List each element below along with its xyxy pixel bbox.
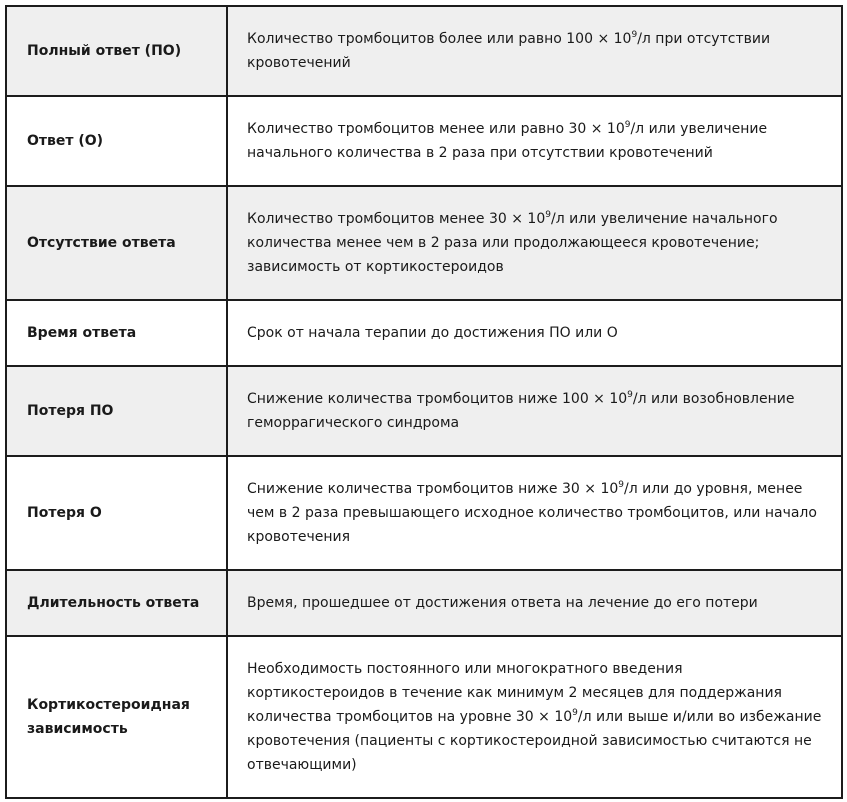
definition-text: Количество тромбоцитов менее или равно 30 × 10 <box>247 121 625 137</box>
definition-cell <box>227 636 842 798</box>
definition-text: Необходимость постоянного или многократного введения кортикостероидов в течение как минимум 2 месяцев для поддержания количества тромбоцитов на уровне 30 × 10 <box>247 661 782 725</box>
response-criteria-table <box>5 5 843 799</box>
definition-cell <box>227 96 842 186</box>
exponent: 9 <box>618 480 624 490</box>
definition-text: Количество тромбоцитов менее 30 × 10 <box>247 211 546 227</box>
definition-text: Срок от начала терапии до достижения ПО или О <box>247 325 618 341</box>
table-row <box>6 456 842 570</box>
term-cell: Время ответа <box>6 300 227 366</box>
term-cell: Кортикостероидная зависимость <box>6 636 227 798</box>
table-row <box>6 96 842 186</box>
definition-cell <box>227 300 842 366</box>
definition-text: /л или увеличение начального количества менее чем в 2 раза или продолжающееся кровотечение; зависимость от кортикостероидов <box>247 211 778 275</box>
definition-cell <box>227 366 842 456</box>
definition-text: Снижение количества тромбоцитов ниже 30 × 10 <box>247 481 619 497</box>
definition-text: Количество тромбоцитов более или равно 100 × 10 <box>247 31 632 47</box>
definition-cell <box>227 570 842 636</box>
exponent: 9 <box>572 708 578 718</box>
term-cell: Потеря ПО <box>6 366 227 456</box>
definition-cell <box>227 456 842 570</box>
term-cell: Ответ (О) <box>6 96 227 186</box>
exponent: 9 <box>545 210 551 220</box>
exponent: 9 <box>631 30 638 40</box>
term-cell: Отсутствие ответа <box>6 186 227 300</box>
definition-text: Время, прошедшее от достижения ответа на лечение до его потери <box>247 595 758 611</box>
definition-text: /л при отсутствии кровотечений <box>247 31 771 71</box>
table-row <box>6 570 842 636</box>
table-row <box>6 6 842 96</box>
definition-cell <box>227 6 842 96</box>
exponent: 9 <box>627 390 633 400</box>
table-row <box>6 366 842 456</box>
term-cell: Длительность ответа <box>6 570 227 636</box>
definition-text: Снижение количества тромбоцитов ниже 100 × 10 <box>247 391 628 407</box>
table-row <box>6 636 842 798</box>
definition-cell <box>227 186 842 300</box>
definition-text: /л или выше и/или во избежание кровотечения (пациенты с кортикостероидной зависимостью считаются не отвечающими) <box>247 709 822 773</box>
definition-text: /л или увеличение начального количества в 2 раза при отсутствии кровотечений <box>247 121 768 161</box>
term-cell: Полный ответ (ПО) <box>6 6 227 96</box>
term-cell: Потеря О <box>6 456 227 570</box>
table-row <box>6 300 842 366</box>
definition-text: /л или возобновление геморрагического синдрома <box>247 391 795 431</box>
table-row <box>6 186 842 300</box>
definition-text: /л или до уровня, менее чем в 2 раза превышающего исходное количество тромбоцитов, или начало кровотечения <box>247 481 817 545</box>
exponent: 9 <box>624 120 631 130</box>
